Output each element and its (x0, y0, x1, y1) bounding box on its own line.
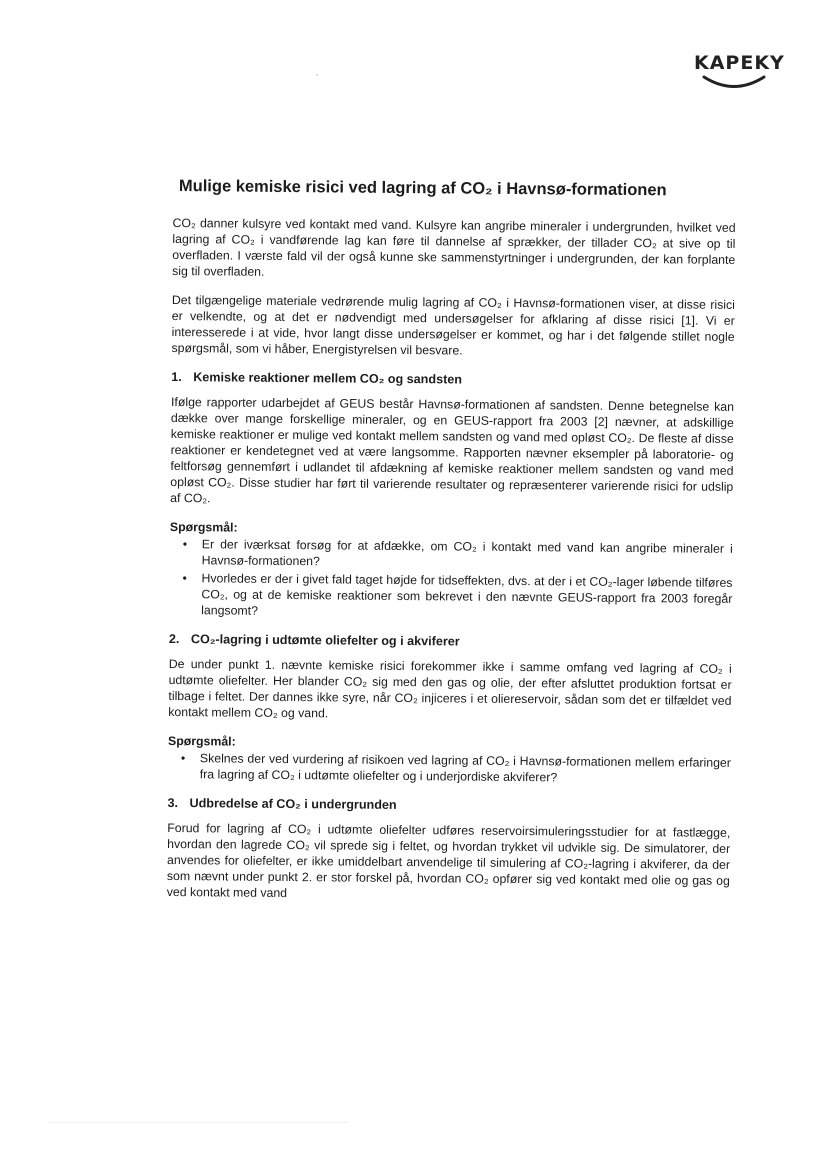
section-1-body: Ifølge rapporter udarbejdet af GEUS består Havnsø-formationen af sandsten. Denne betegnelse kan dække over mange forskellige mineraler, og en GEUS-rapport fra 2003 [2] nævner, at adskillige kemiske reaktioner er mulige ved kontakt mellem sandsten og vand med opløst CO₂. De fleste af disse reaktioner er kendetegnet ved at være langsomme. Rapporten nævner eksempler på laboratorie- og feltforsøg gennemført i udlandet til afdækning af kemiske reaktioner mellem sandsten og vand med opløst CO₂. Disse studier har ført til varierende resultater og repræsenterer varierende risici for udslip af CO₂. (170, 394, 735, 506)
bullet-icon: • (180, 751, 186, 766)
section-title: Kemiske reaktioner mellem CO₂ og sandsten (193, 370, 463, 387)
question-text: Hvorledes er der i givet fald taget højde for tidseffekten, dvs. at der i et CO₂-lager løbende tilføres CO₂, og at de kemiske reaktioner som bekrevet i den nævnte GEUS-rapport fra 2003 foregår langsomt? (201, 571, 733, 618)
bullet-icon: • (182, 537, 188, 552)
document-content (167, 176, 736, 918)
section-number: 2. (168, 631, 180, 647)
intro-paragraph-1: CO₂ danner kulsyre ved kontakt med vand. Kulsyre kan angribe mineraler i undergrunden, hvilket ved lagring af CO₂ i vandførende lag kan føre til dannelse af sprækker, der tillader CO₂ at sive op til overfladen. I værste fald vil der også kunne ske sammenstyrtninger i undergrunden, der kan forplante sig til overfladen. (172, 215, 736, 279)
question-text: Er der iværksat forsøg for at afdække, om CO₂ i kontakt med vand kan angribe mineraler i Havnsø-formationen? (201, 537, 733, 569)
scan-artifact-line (48, 1122, 348, 1123)
section-number: 3. (167, 795, 179, 811)
section-1-questions-label: Spørgsmål: (169, 519, 238, 535)
bullet-icon: • (182, 571, 187, 586)
section-1-questions (169, 536, 733, 623)
question-item (168, 750, 731, 787)
section-2-questions-label: Spørgsmål: (168, 733, 236, 749)
section-2-heading (169, 631, 732, 652)
question-item (170, 536, 733, 573)
section-2-questions (168, 750, 731, 787)
question-item (169, 570, 732, 623)
document-title: Mulige kemiske risici ved lagring af CO₂ i Havnsø-formationen (178, 177, 667, 200)
logo-wordmark: KAPEKY (694, 52, 785, 74)
section-2-body: De under punkt 1. nævnte kemiske risici forekommer ikke i samme omfang ved lagring af CO₂ i udtømte oliefelter. Her blander CO₂ sig med den gas og olie, der efter afsluttet produktion fortsat er tilbage i feltet. Der dannes ikke syre, når CO₂ injiceres i et oliereservoir, sådan som det er tilfældet ved kontakt mellem CO₂ og vand. (168, 656, 732, 721)
company-logo (694, 52, 784, 98)
section-title: CO₂-lagring i udtømte oliefelter og i akviferer (190, 632, 460, 649)
section-number: 1. (171, 369, 182, 385)
intro-paragraph-2: Det tilgængelige materiale vedrørende mulig lagring af CO₂ i Havnsø-formationen viser, at disse risici er velkendte, og at det er nødvendigt med undersøgelser for afklaring af disse risici [1]. Vi er interesserede i at vide, hvor langt disse undersøgelser er kommet, og har i det følgende stillet nogle spørgsmål, som vi håber, Energistyrelsen vil besvare. (171, 292, 735, 358)
logo-smile-icon (702, 74, 766, 92)
section-3-body: Forud for lagring af CO₂ i udtømte oliefelter udføres reservoirsimuleringsstudier for at fastlægge, hvordan den lagrede CO₂ vil sprede sig i feltet, og hvordan trykket vil udvikle sig. De simulatorer, der anvendes for oliefelter, er ikke umiddelbart anvendelige til simulering af CO₂-lagring i akviferer, da der som nævnt under punkt 2. er stor forskel på, hvordan CO₂ opfører sig ved kontakt med olie og gas og ved kontakt med vand (166, 820, 731, 901)
section-1-heading (171, 369, 734, 390)
section-3-heading (167, 795, 730, 816)
question-text: Skelnes der ved vurdering af risikoen ved lagring af CO₂ i Havnsø-formationen mellem erfaringer fra lagring af CO₂ i udtømte oliefelter og i underjordiske akviferer? (199, 751, 731, 785)
section-title: Udbredelse af CO₂ i undergrunden (189, 796, 397, 812)
scan-speck (316, 74, 318, 76)
